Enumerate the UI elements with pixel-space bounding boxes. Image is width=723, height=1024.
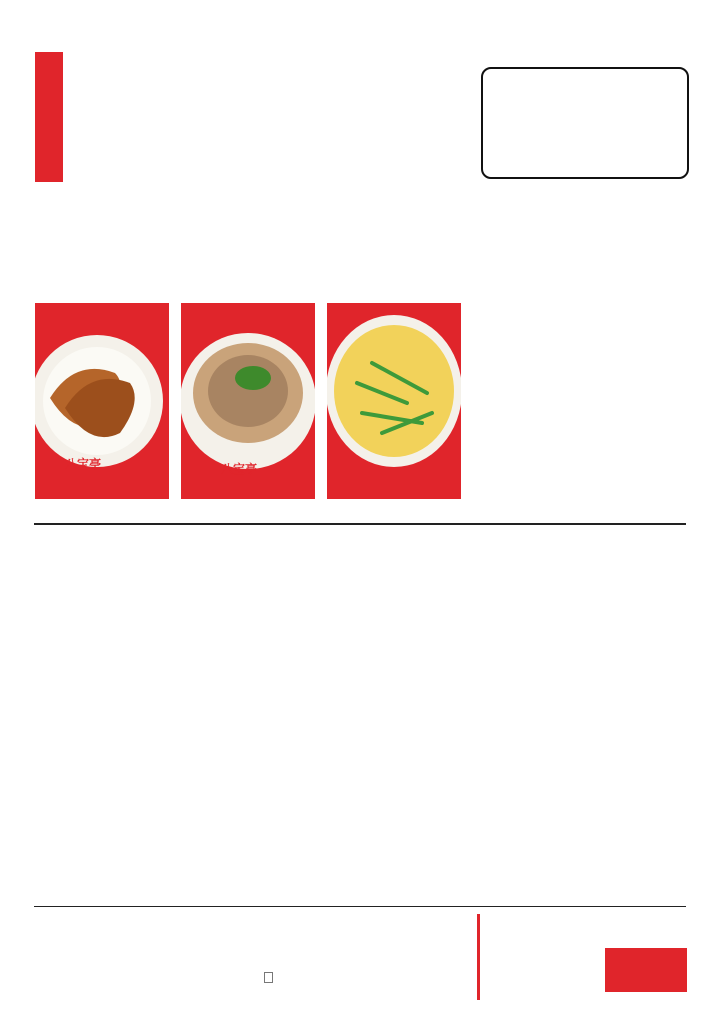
shop-seal bbox=[264, 972, 273, 983]
teiban-label bbox=[35, 52, 63, 182]
photo-tonsoku bbox=[181, 303, 315, 499]
tonsoku-image bbox=[181, 303, 315, 499]
special-hours-box bbox=[605, 948, 687, 992]
footer-divider bbox=[34, 906, 686, 907]
svg-text:八宝亭: 八宝亭 bbox=[221, 462, 258, 476]
jumbo-box bbox=[481, 67, 689, 179]
photo-niratama bbox=[327, 303, 461, 499]
niratama-image bbox=[327, 303, 461, 499]
photo-gyoza bbox=[35, 303, 169, 499]
footer-info-bar bbox=[477, 914, 480, 1000]
gyoza-image bbox=[35, 303, 169, 499]
svg-text:八宝亭: 八宝亭 bbox=[65, 457, 102, 471]
section-divider bbox=[34, 523, 686, 525]
